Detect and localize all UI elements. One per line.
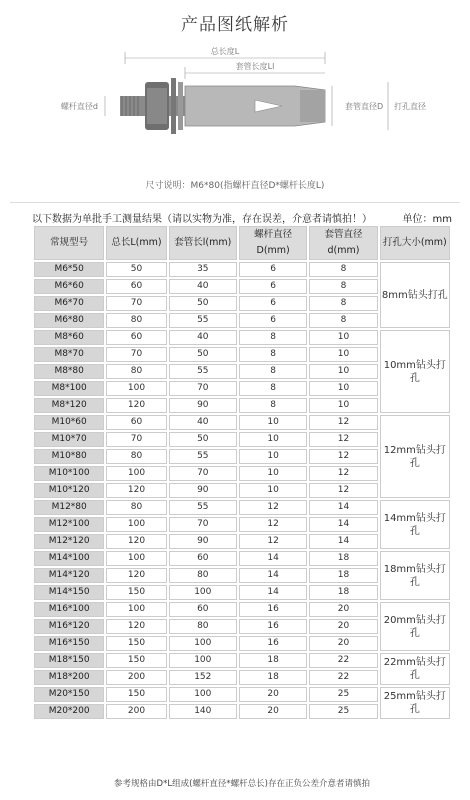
sleeve-diameter-label: 套管直径D	[345, 102, 384, 111]
value-cell: 12	[239, 517, 307, 532]
value-cell: 150	[106, 636, 166, 651]
value-cell: 8	[309, 262, 377, 277]
value-cell: 40	[169, 415, 237, 430]
model-cell: M16*100	[34, 602, 104, 617]
value-cell: 100	[169, 653, 237, 668]
value-cell: 8	[239, 330, 307, 345]
value-cell: 10	[309, 381, 377, 396]
value-cell: 80	[106, 364, 166, 379]
table-row	[34, 551, 450, 566]
value-cell: 12	[239, 500, 307, 515]
value-cell: 100	[106, 466, 166, 481]
model-cell: M10*70	[34, 432, 104, 447]
value-cell: 90	[169, 534, 237, 549]
drill-size-cell: 25mm钻头打孔	[380, 687, 450, 719]
value-cell: 120	[106, 534, 166, 549]
value-cell: 40	[169, 330, 237, 345]
model-cell: M20*200	[34, 704, 104, 719]
value-cell: 140	[169, 704, 237, 719]
value-cell: 20	[239, 704, 307, 719]
value-cell: 8	[309, 296, 377, 311]
model-cell: M16*120	[34, 619, 104, 634]
value-cell: 80	[106, 313, 166, 328]
model-cell: M18*150	[34, 653, 104, 668]
value-cell: 150	[106, 585, 166, 600]
column-header: 常规型号	[34, 226, 104, 260]
value-cell: 20	[309, 619, 377, 634]
column-header: 螺杆直径D(mm)	[239, 226, 307, 260]
value-cell: 50	[169, 296, 237, 311]
value-cell: 120	[106, 483, 166, 498]
drill-size-cell: 22mm钻头打孔	[380, 653, 450, 685]
value-cell: 80	[106, 500, 166, 515]
model-cell: M6*70	[34, 296, 104, 311]
value-cell: 55	[169, 449, 237, 464]
value-cell: 6	[239, 296, 307, 311]
value-cell: 20	[309, 602, 377, 617]
value-cell: 70	[106, 347, 166, 362]
value-cell: 10	[239, 466, 307, 481]
value-cell: 100	[106, 551, 166, 566]
value-cell: 10	[309, 330, 377, 345]
value-cell: 12	[309, 432, 377, 447]
size-note: 尺寸说明：M6*80(指螺杆直径D*螺杆长度L)	[145, 181, 325, 191]
drill-size-cell: 18mm钻头打孔	[380, 551, 450, 600]
table-row	[34, 602, 450, 617]
value-cell: 10	[309, 398, 377, 413]
value-cell: 200	[106, 670, 166, 685]
value-cell: 80	[169, 568, 237, 583]
value-cell: 70	[169, 466, 237, 481]
model-cell: M10*100	[34, 466, 104, 481]
value-cell: 25	[309, 704, 377, 719]
value-cell: 70	[106, 432, 166, 447]
value-cell: 18	[239, 653, 307, 668]
value-cell: 50	[106, 262, 166, 277]
value-cell: 70	[169, 517, 237, 532]
value-cell: 35	[169, 262, 237, 277]
model-cell: M10*80	[34, 449, 104, 464]
value-cell: 10	[309, 347, 377, 362]
value-cell: 120	[106, 398, 166, 413]
table-row	[34, 262, 450, 277]
value-cell: 8	[239, 398, 307, 413]
value-cell: 8	[309, 313, 377, 328]
value-cell: 20	[309, 636, 377, 651]
value-cell: 10	[309, 364, 377, 379]
value-cell: 100	[169, 687, 237, 702]
table-header-row	[34, 226, 450, 260]
drill-size-cell: 20mm钻头打孔	[380, 602, 450, 651]
value-cell: 8	[309, 279, 377, 294]
model-cell: M8*100	[34, 381, 104, 396]
spec-table-wrap	[32, 224, 452, 721]
model-cell: M14*120	[34, 568, 104, 583]
value-cell: 50	[169, 432, 237, 447]
value-cell: 25	[309, 687, 377, 702]
model-cell: M14*150	[34, 585, 104, 600]
column-header: 总长L(mm)	[106, 226, 166, 260]
drill-size-cell: 12mm钻头打孔	[380, 415, 450, 498]
value-cell: 100	[169, 636, 237, 651]
drill-size-cell: 14mm钻头打孔	[380, 500, 450, 549]
model-cell: M10*120	[34, 483, 104, 498]
table-row	[34, 415, 450, 430]
value-cell: 60	[169, 551, 237, 566]
table-row	[34, 687, 450, 702]
value-cell: 6	[239, 279, 307, 294]
total-length-label: 总长度L	[210, 47, 240, 56]
value-cell: 100	[106, 381, 166, 396]
value-cell: 14	[309, 500, 377, 515]
model-cell: M8*80	[34, 364, 104, 379]
value-cell: 120	[106, 568, 166, 583]
value-cell: 60	[106, 279, 166, 294]
value-cell: 12	[309, 483, 377, 498]
value-cell: 20	[239, 687, 307, 702]
value-cell: 8	[239, 347, 307, 362]
value-cell: 12	[239, 534, 307, 549]
drill-size-cell: 8mm钻头打孔	[380, 262, 450, 328]
table-row	[34, 500, 450, 515]
model-cell: M12*120	[34, 534, 104, 549]
model-cell: M6*50	[34, 262, 104, 277]
table-row	[34, 330, 450, 345]
value-cell: 16	[239, 636, 307, 651]
value-cell: 10	[239, 449, 307, 464]
value-cell: 60	[106, 330, 166, 345]
footer-note: 参考规格由D*L组成(螺杆直径*螺杆总长)存在正负公差介意者请慎拍	[114, 779, 370, 789]
model-cell: M8*120	[34, 398, 104, 413]
model-cell: M20*150	[34, 687, 104, 702]
value-cell: 55	[169, 500, 237, 515]
value-cell: 14	[239, 568, 307, 583]
drill-size-cell: 10mm钻头打孔	[380, 330, 450, 413]
value-cell: 6	[239, 313, 307, 328]
value-cell: 10	[239, 415, 307, 430]
value-cell: 150	[106, 687, 166, 702]
drill-hole-label: 打孔直径	[394, 102, 426, 111]
value-cell: 80	[169, 619, 237, 634]
value-cell: 90	[169, 483, 237, 498]
value-cell: 90	[169, 398, 237, 413]
value-cell: 16	[239, 602, 307, 617]
value-cell: 14	[309, 517, 377, 532]
sleeve-length-label: 套管长度Ll	[235, 62, 275, 71]
value-cell: 100	[106, 517, 166, 532]
value-cell: 12	[309, 466, 377, 481]
bolt-diameter-label: 螺杆直径d	[60, 102, 98, 111]
value-cell: 150	[106, 653, 166, 668]
model-cell: M14*100	[34, 551, 104, 566]
spec-table	[32, 224, 452, 721]
value-cell: 152	[169, 670, 237, 685]
value-cell: 8	[239, 364, 307, 379]
value-cell: 12	[309, 449, 377, 464]
page-title: 产品图纸解析	[181, 15, 289, 35]
value-cell: 12	[309, 415, 377, 430]
value-cell: 70	[169, 381, 237, 396]
model-cell: M6*60	[34, 279, 104, 294]
model-cell: M8*60	[34, 330, 104, 345]
value-cell: 14	[239, 551, 307, 566]
value-cell: 40	[169, 279, 237, 294]
value-cell: 22	[309, 670, 377, 685]
value-cell: 22	[309, 653, 377, 668]
value-cell: 120	[106, 619, 166, 634]
table-row	[34, 653, 450, 668]
model-cell: M12*80	[34, 500, 104, 515]
spec-table-body	[34, 262, 450, 719]
model-cell: M18*200	[34, 670, 104, 685]
value-cell: 60	[106, 415, 166, 430]
table-caption	[32, 210, 452, 224]
value-cell: 6	[239, 262, 307, 277]
value-cell: 18	[309, 551, 377, 566]
value-cell: 50	[169, 347, 237, 362]
value-cell: 80	[106, 449, 166, 464]
value-cell: 60	[169, 602, 237, 617]
measurement-disclaimer: 以下数据为单批手工测量结果（请以实物为准，存在误差，介意者请慎拍！）	[32, 214, 372, 225]
value-cell: 8	[239, 381, 307, 396]
value-cell: 100	[106, 602, 166, 617]
value-cell: 14	[309, 534, 377, 549]
model-cell: M16*150	[34, 636, 104, 651]
value-cell: 18	[309, 568, 377, 583]
value-cell: 18	[309, 585, 377, 600]
value-cell: 100	[169, 585, 237, 600]
value-cell: 55	[169, 364, 237, 379]
value-cell: 14	[239, 585, 307, 600]
value-cell: 16	[239, 619, 307, 634]
divider	[10, 202, 460, 203]
model-cell: M10*60	[34, 415, 104, 430]
model-cell: M6*80	[34, 313, 104, 328]
model-cell: M12*100	[34, 517, 104, 532]
value-cell: 10	[239, 432, 307, 447]
value-cell: 200	[106, 704, 166, 719]
column-header: 打孔大小(mm)	[380, 226, 450, 260]
column-header: 套管直径d(mm)	[309, 226, 377, 260]
value-cell: 10	[239, 483, 307, 498]
unit-label: 单位：mm	[402, 214, 452, 225]
value-cell: 18	[239, 670, 307, 685]
value-cell: 70	[106, 296, 166, 311]
column-header: 套管长l(mm)	[169, 226, 237, 260]
value-cell: 55	[169, 313, 237, 328]
model-cell: M8*70	[34, 347, 104, 362]
